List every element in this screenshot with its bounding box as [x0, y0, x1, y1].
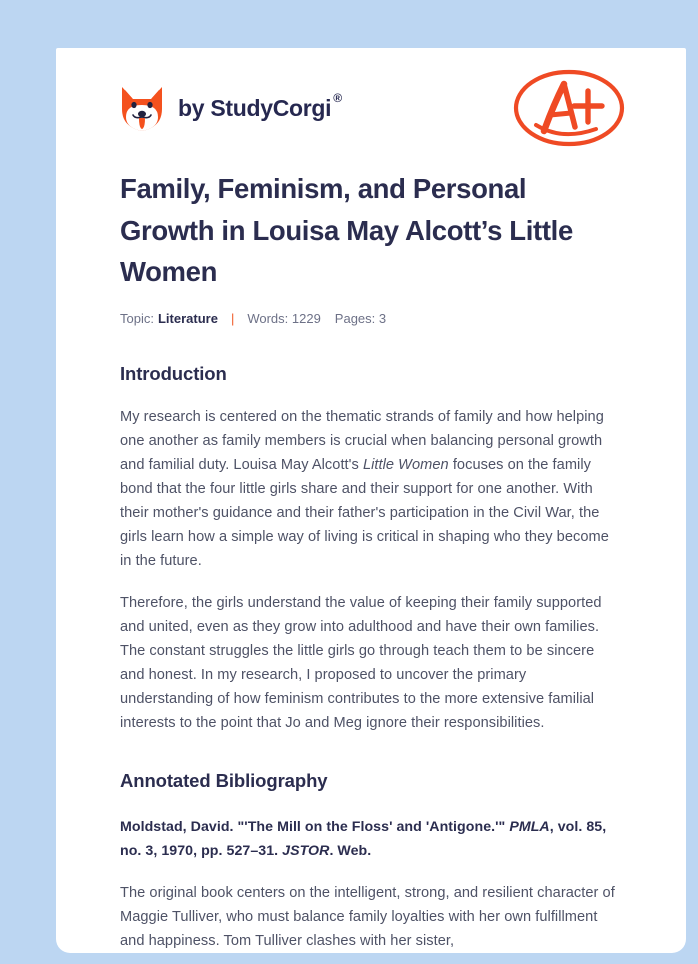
brand-lockup[interactable] [120, 83, 340, 133]
emphasis-text: Little Women [362, 456, 449, 473]
text-run: Moldstad, David. "'The Mill on the Floss' and 'Antigone.'" [120, 818, 510, 835]
brand-name [178, 90, 342, 121]
meta-words: Words: 1229 [247, 310, 321, 326]
text-run: . Web. [329, 842, 372, 859]
emphasis-text: JSTOR [282, 842, 330, 859]
text-run: My research is centered on the thematic strands of family and how helping one another as family members is crucial when balancing personal growth and familial duty. Louisa May Alcott's [120, 408, 604, 473]
emphasis-text: PMLA [509, 818, 550, 835]
text-run: focuses on the family bond that the four little girls share and their support for one another. With their mother's guidance and their father's participation in the Civil War, the girls learn how a simple way of living is critical in shaping who they become in the future. [120, 456, 609, 569]
text-run: Therefore, the girls understand the value of keeping their family supported and united, even as they grow into adulthood and have their own families. The constant struggles the little girls go through teach them to be sincere and honest. In my research, I proposed to uncover the primary understanding of how feminism contributes to the more extensive familial interests to the point that Jo and Meg ignore their responsibilities. [120, 594, 602, 731]
page-title: Family, Feminism, and Personal Growth in Louisa May Alcott’s Little Women [120, 173, 573, 287]
meta-separator: | [230, 310, 235, 326]
body-paragraph [120, 405, 622, 573]
document-header [120, 48, 622, 152]
text-run: , vol. 85, no. 3, 1970, pp. 527–31. [120, 818, 607, 859]
bibliography-citation [120, 815, 622, 863]
document-meta [120, 310, 622, 328]
text-run: The original book centers on the intelligent, strong, and resilient character of Maggie Tulliver, who must balance family loyalties with her own fulfillment and happiness. Tom Tulliver clashes with her sister, [120, 884, 615, 949]
meta-topic-label: Topic: [120, 310, 154, 326]
section-heading: Introduction [120, 362, 227, 384]
body-paragraph [120, 881, 622, 953]
meta-pages: Pages: 3 [334, 310, 387, 326]
document-body [120, 361, 622, 953]
brand-name-text: by StudyCorgi [178, 94, 332, 121]
document-page [56, 48, 686, 953]
section-heading: Annotated Bibliography [120, 769, 328, 791]
a-plus-badge-icon [510, 65, 628, 151]
body-paragraph [120, 591, 622, 735]
meta-topic-value[interactable]: Literature [157, 310, 218, 326]
corgi-logo-icon [120, 83, 164, 133]
registered-trademark-icon: ® [333, 90, 342, 105]
document-content [56, 48, 686, 953]
